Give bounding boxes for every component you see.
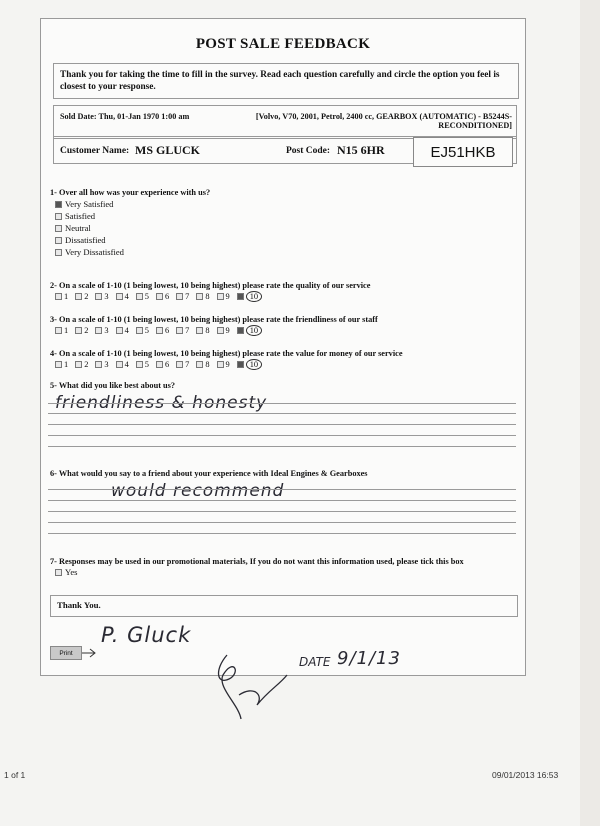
checkbox-icon <box>217 361 224 368</box>
checkbox-icon <box>217 293 224 300</box>
sold-date: Sold Date: Thu, 01-Jan 1970 1:00 am <box>60 112 190 121</box>
registration-box: EJ51HKB <box>413 137 513 167</box>
checkbox-icon <box>176 361 183 368</box>
question-1: 1- Over all how was your experience with us? <box>50 188 211 197</box>
answer-line <box>48 500 516 501</box>
print-name-handwritten: P. Gluck <box>101 623 192 647</box>
checkbox-icon <box>95 361 102 368</box>
q1-option-very-satisfied[interactable]: Very Satisfied <box>55 199 113 209</box>
question-4: 4- On a scale of 1-10 (1 being lowest, 10 being highest) please rate the value for money of our service <box>50 349 403 358</box>
checkbox-icon <box>75 327 82 334</box>
thank-you-box: Thank You. <box>50 595 518 617</box>
answer-line <box>48 424 516 425</box>
checkbox-icon <box>136 327 143 334</box>
date-label-handwritten: DATE <box>299 655 331 669</box>
feedback-form <box>40 18 526 676</box>
q4-scale[interactable]: 1 2 3 4 5 6 7 8 9 10 <box>55 359 262 370</box>
q1-option-very-dissatisfied[interactable]: Very Dissatisfied <box>55 247 124 257</box>
checkbox-icon <box>156 327 163 334</box>
answer-line <box>48 446 516 447</box>
page-count: 1 of 1 <box>4 770 26 780</box>
checkbox-icon <box>196 361 203 368</box>
checkbox-icon <box>136 361 143 368</box>
checkbox-icon <box>55 201 62 208</box>
checkbox-icon <box>156 293 163 300</box>
checkbox-icon <box>75 361 82 368</box>
checkbox-icon <box>55 569 62 576</box>
postcode: N15 6HR <box>337 143 385 157</box>
question-3: 3- On a scale of 1-10 (1 being lowest, 10 being highest) please rate the friendliness of our staff <box>50 315 378 324</box>
answer-line <box>48 522 516 523</box>
checkbox-icon <box>196 327 203 334</box>
sale-details-box <box>53 105 517 139</box>
q2-scale[interactable]: 1 2 3 4 5 6 7 8 9 10 <box>55 291 262 302</box>
vehicle-line-1: [Volvo, V70, 2001, Petrol, 2400 cc, GEARBOX (AUTOMATIC) - B5244S- <box>255 112 512 121</box>
question-2: 2- On a scale of 1-10 (1 being lowest, 10 being highest) please rate the quality of our service <box>50 281 371 290</box>
checkbox-icon <box>95 327 102 334</box>
q1-option-dissatisfied[interactable]: Dissatisfied <box>55 235 106 245</box>
vehicle-details <box>250 112 512 130</box>
answer-line <box>48 489 516 490</box>
print-button[interactable]: Print <box>50 646 82 660</box>
question-7: 7- Responses may be used in our promotional materials, If you do not want this information used, please tick this box <box>50 557 464 566</box>
q1-option-neutral[interactable]: Neutral <box>55 223 91 233</box>
checkbox-icon <box>55 361 62 368</box>
checkbox-icon <box>237 361 244 368</box>
date-value-handwritten: 9/1/13 <box>337 648 401 669</box>
intro-box: Thank you for taking the time to fill in the survey. Read each question carefully and circle the option you feel is closest to your response. <box>53 63 519 99</box>
checkbox-icon <box>55 293 62 300</box>
question-6: 6- What would you say to a friend about your experience with Ideal Engines & Gearboxes <box>50 469 368 478</box>
circled-answer: 10 <box>246 291 262 302</box>
checkbox-icon <box>55 327 62 334</box>
checkbox-icon <box>116 293 123 300</box>
vehicle-line-2: RECONDITIONED] <box>438 121 512 130</box>
q3-scale[interactable]: 1 2 3 4 5 6 7 8 9 10 <box>55 325 262 336</box>
form-title: POST SALE FEEDBACK <box>195 36 371 52</box>
checkbox-icon <box>116 361 123 368</box>
answer-line <box>48 435 516 436</box>
q1-option-satisfied[interactable]: Satisfied <box>55 211 95 221</box>
checkbox-icon <box>116 327 123 334</box>
checkbox-icon <box>196 293 203 300</box>
checkbox-icon <box>237 327 244 334</box>
answer-line <box>48 413 516 414</box>
checkbox-icon <box>95 293 102 300</box>
q7-option-yes[interactable]: Yes <box>55 567 78 577</box>
answer-line <box>48 533 516 534</box>
signature-scribble-icon <box>209 645 299 725</box>
checkbox-icon <box>136 293 143 300</box>
arrow-mark-icon <box>81 647 97 659</box>
checkbox-icon <box>156 361 163 368</box>
q5-handwritten-answer: friendliness & honesty <box>55 393 268 413</box>
checkbox-icon <box>55 249 62 256</box>
circled-answer: 10 <box>246 325 262 336</box>
question-5: 5- What did you like best about us? <box>50 381 176 390</box>
checkbox-icon <box>176 293 183 300</box>
checkbox-icon <box>55 225 62 232</box>
checkbox-icon <box>55 213 62 220</box>
print-timestamp: 09/01/2013 16:53 <box>492 770 559 780</box>
page-edge <box>580 0 600 826</box>
answer-line <box>48 403 516 404</box>
checkbox-icon <box>217 327 224 334</box>
checkbox-icon <box>237 293 244 300</box>
postcode-label: Post Code: <box>286 146 331 156</box>
checkbox-icon <box>176 327 183 334</box>
customer-label: Customer Name: <box>60 146 130 156</box>
q6-handwritten-answer: would recommend <box>111 481 285 501</box>
checkbox-icon <box>55 237 62 244</box>
circled-answer: 10 <box>246 359 262 370</box>
customer-name: MS GLUCK <box>135 143 201 157</box>
checkbox-icon <box>75 293 82 300</box>
answer-line <box>48 511 516 512</box>
